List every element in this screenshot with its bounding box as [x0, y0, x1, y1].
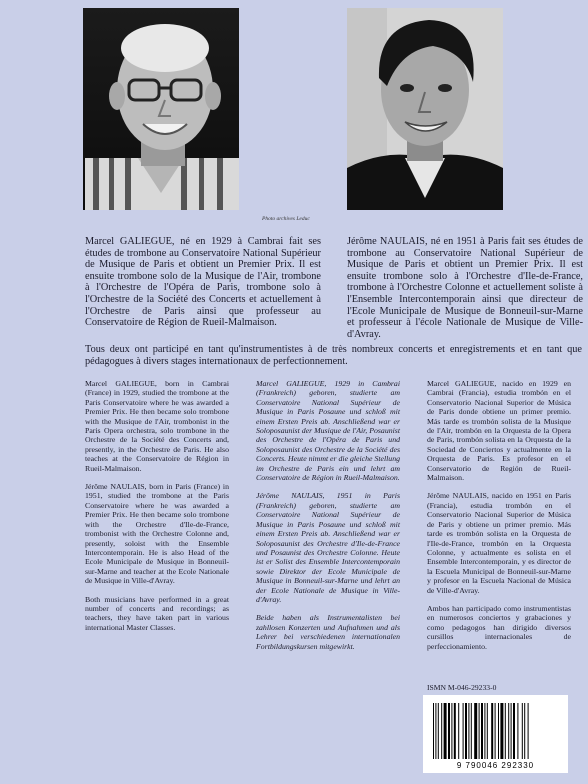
- spanish-paragraph-galiegue: Marcel GALIEGUE, nacido en 1929 en Cambrai (Francia), estudia trombón en el Conservatorio Nacional Superior de Música de Paris donde obtiene un primer premio. Más tarde es trombón solista de la Musique de l'Air, trombón en la Orquesta de la Opera de Paris, trombón solista en la Orquesta de la Sociedad de Conciertos y actualmente en la Orquesta de Paris. Es profesor en el Conservatorio de Región de Rueil-Malmaison.: [427, 379, 571, 483]
- barcode-bar: [513, 703, 515, 759]
- barcode-bar: [433, 703, 434, 759]
- barcode-bar: [487, 703, 488, 759]
- ismn-number: ISMN M-046-29233-0: [427, 683, 497, 692]
- barcode-bar: [508, 703, 509, 759]
- photo-jerome-naulais: [347, 8, 503, 210]
- barcode-bar: [505, 703, 506, 759]
- spanish-paragraph-joint: Ambos han participado como instrumentistas en numerosos conciertos y grabaciones y como pedagogos han dirigido diversos cursillos internacionales de perfeccionamiento.: [427, 603, 571, 651]
- english-paragraph-galiegue: Marcel GALIEGUE, born in Cambrai (France) in 1929, studied the trombone at the Paris Conservatoire where he was awarded a Premier Prix. He then became solo trombone with the Musique de l'Air, trombonist in the Paris Opera orchestra, solo trombone in the Orchestre de la Société des Concerts and, presently, in the Orchestre de Paris. He also teaches at the Conservatoire de Région in Rueil-Malmaison.: [85, 379, 229, 473]
- joint-paragraph-fr: Tous deux ont participé en tant qu'instrumentistes à de très nombreux concerts et enregistrements et en tant que pédagogues à divers stages internationaux de perfectionnement.: [85, 344, 582, 367]
- spanish-paragraph-naulais: Jérôme NAULAIS, nacido en 1951 en Paris (Francia), estudia trombón en el Conservatorio Nacional Superior de Música de Paris y obtiene un primer premio. Más tarde es trombón solista en la Orquesta de l'Ile-de-France, trombón en la Orquesta Colonne, y actualmente es solista en el Ensemble Intercontemporain, y es director de la Escuela Municipal de Bonneuil-sur-Marne y profesor en la Escuela Nacional de Música de Ville-d'Avray.: [427, 491, 571, 595]
- barcode-bar: [500, 703, 503, 759]
- barcode-bars: [423, 695, 568, 761]
- barcode-bar: [491, 703, 493, 759]
- photo-marcel-galiegue: [83, 8, 239, 210]
- column-english: [85, 379, 229, 641]
- barcode-bar: [498, 703, 499, 759]
- barcode-bar: [465, 703, 467, 759]
- english-paragraph-joint: Both musicians have performed in a great number of concerts and recordings; as teachers, they have taken part in various international Master Classes.: [85, 594, 229, 632]
- german-paragraph-joint: Beide haben als Instrumentalisten bei zahllosen Konzerten und Aufnahmen und als Lehrer bei verschiedenen internationalen Fortbildungskursen mitgewirkt.: [256, 613, 400, 651]
- barcode-bar: [471, 703, 472, 759]
- barcode-bar: [524, 703, 525, 759]
- barcode-bar: [468, 703, 469, 759]
- barcode-bar: [517, 703, 518, 759]
- english-paragraph-naulais: Jérôme NAULAIS, born in Paris (France) in 1951, studied the trombone at the Paris Conservatoire where he was awarded a Premier Prix. He then became solo trombone with the Orchestre d'Ile-de-France, trombonist with the Orchestre Colonne and, presently, soloist with the Ensemble Intercontemporain. He is also Head of the Ecole Municipale de Musique in Bonneuil-sur-Marne and teacher at the Ecole Nationale de Musique in Ville-d'Avray.: [85, 482, 229, 586]
- barcode-bar: [448, 703, 450, 759]
- photo-credit: Photo archives Leduc: [262, 216, 310, 222]
- barcode-bar: [454, 703, 456, 759]
- intro-naulais-fr: Jérôme NAULAIS, né en 1951 à Paris fait ses études de trombone au Conservatoire National Supérieur de Musique de Paris et obtient un Premier Prix. Il est ensuite trombone solo à l'Orchestre d'Ile-de-France, trombone à l'Orchestre Colonne et actuellement soliste à l'Ensemble Intercontemporain ainsi que directeur de l'Ecole Municipale de Musique de Bonneuil-sur-Marne et professeur à l'école Nationale de Musique de Ville-d'Avray.: [347, 236, 583, 340]
- barcode-bar: [484, 703, 485, 759]
- barcode-bar: [463, 703, 464, 759]
- barcode-bar: [458, 703, 459, 759]
- barcode: [423, 695, 568, 773]
- barcode-bar: [441, 703, 442, 759]
- barcode-bar: [511, 703, 512, 759]
- barcode-bar: [444, 703, 447, 759]
- barcode-bar: [495, 703, 496, 759]
- barcode-bar: [474, 703, 477, 759]
- barcode-number: 9 790046 292330: [456, 761, 535, 770]
- barcode-bar: [522, 703, 523, 759]
- german-paragraph-galiegue: Marcel GALIEGUE, 1929 in Cambrai (Frankreich) geboren, studierte am Conservatoire National Supérieur de Musique in Paris Posaune und schloß mit einem Ersten Preis ab. Anschließend war er Soloposaunist der Musique de l'Air, Posaunist des Orchestre de l'Opéra de Paris und Soloposaunist des Orchestre de la Société des Concerts. Heute nimmt er die gleiche Stellung im Orchestre de Paris ein und lehrt am Conservatoire de Région in Rueil-Malmaison.: [256, 379, 400, 483]
- german-paragraph-naulais: Jérôme NAULAIS, 1951 in Paris (Frankreich) geboren, studierte am Conservatoire National Supérieur de Musique in Paris Posaune und schloß mit einem Ersten Preis ab. Anschließend war er Soloposaunist des Orchestre d'Ile-de-France und Posaunist des Orchestre Colonne. Heute ist er Solist des Ensemble Intercontemporain sowie Direktor der Ecole Municipale de Musique in Bonneuil-sur-Marne und lehrt an der Ecole Nationale de Musique in Ville-d'Avray.: [256, 491, 400, 604]
- intro-galiegue-fr: Marcel GALIEGUE, né en 1929 à Cambrai fait ses études de trombone au Conservatoire National Supérieur de Musique de Paris et obtient un Premier Prix. Il est ensuite trombone solo de la Musique de l'Air, trombone à l'Orchestre de l'Opéra de Paris, trombone solo à l'Orchestre de la Société des Concerts et actuellement à l'Orchestre de Paris ainsi que professeur au Conservatoire de Région de Rueil-Malmaison.: [85, 236, 321, 329]
- barcode-bar: [528, 703, 529, 759]
- barcode-bar: [451, 703, 452, 759]
- barcode-bar: [481, 703, 483, 759]
- barcode-bar: [435, 703, 436, 759]
- column-german: [256, 379, 400, 660]
- barcode-bar: [438, 703, 439, 759]
- column-spanish: [427, 379, 571, 660]
- barcode-bar: [479, 703, 480, 759]
